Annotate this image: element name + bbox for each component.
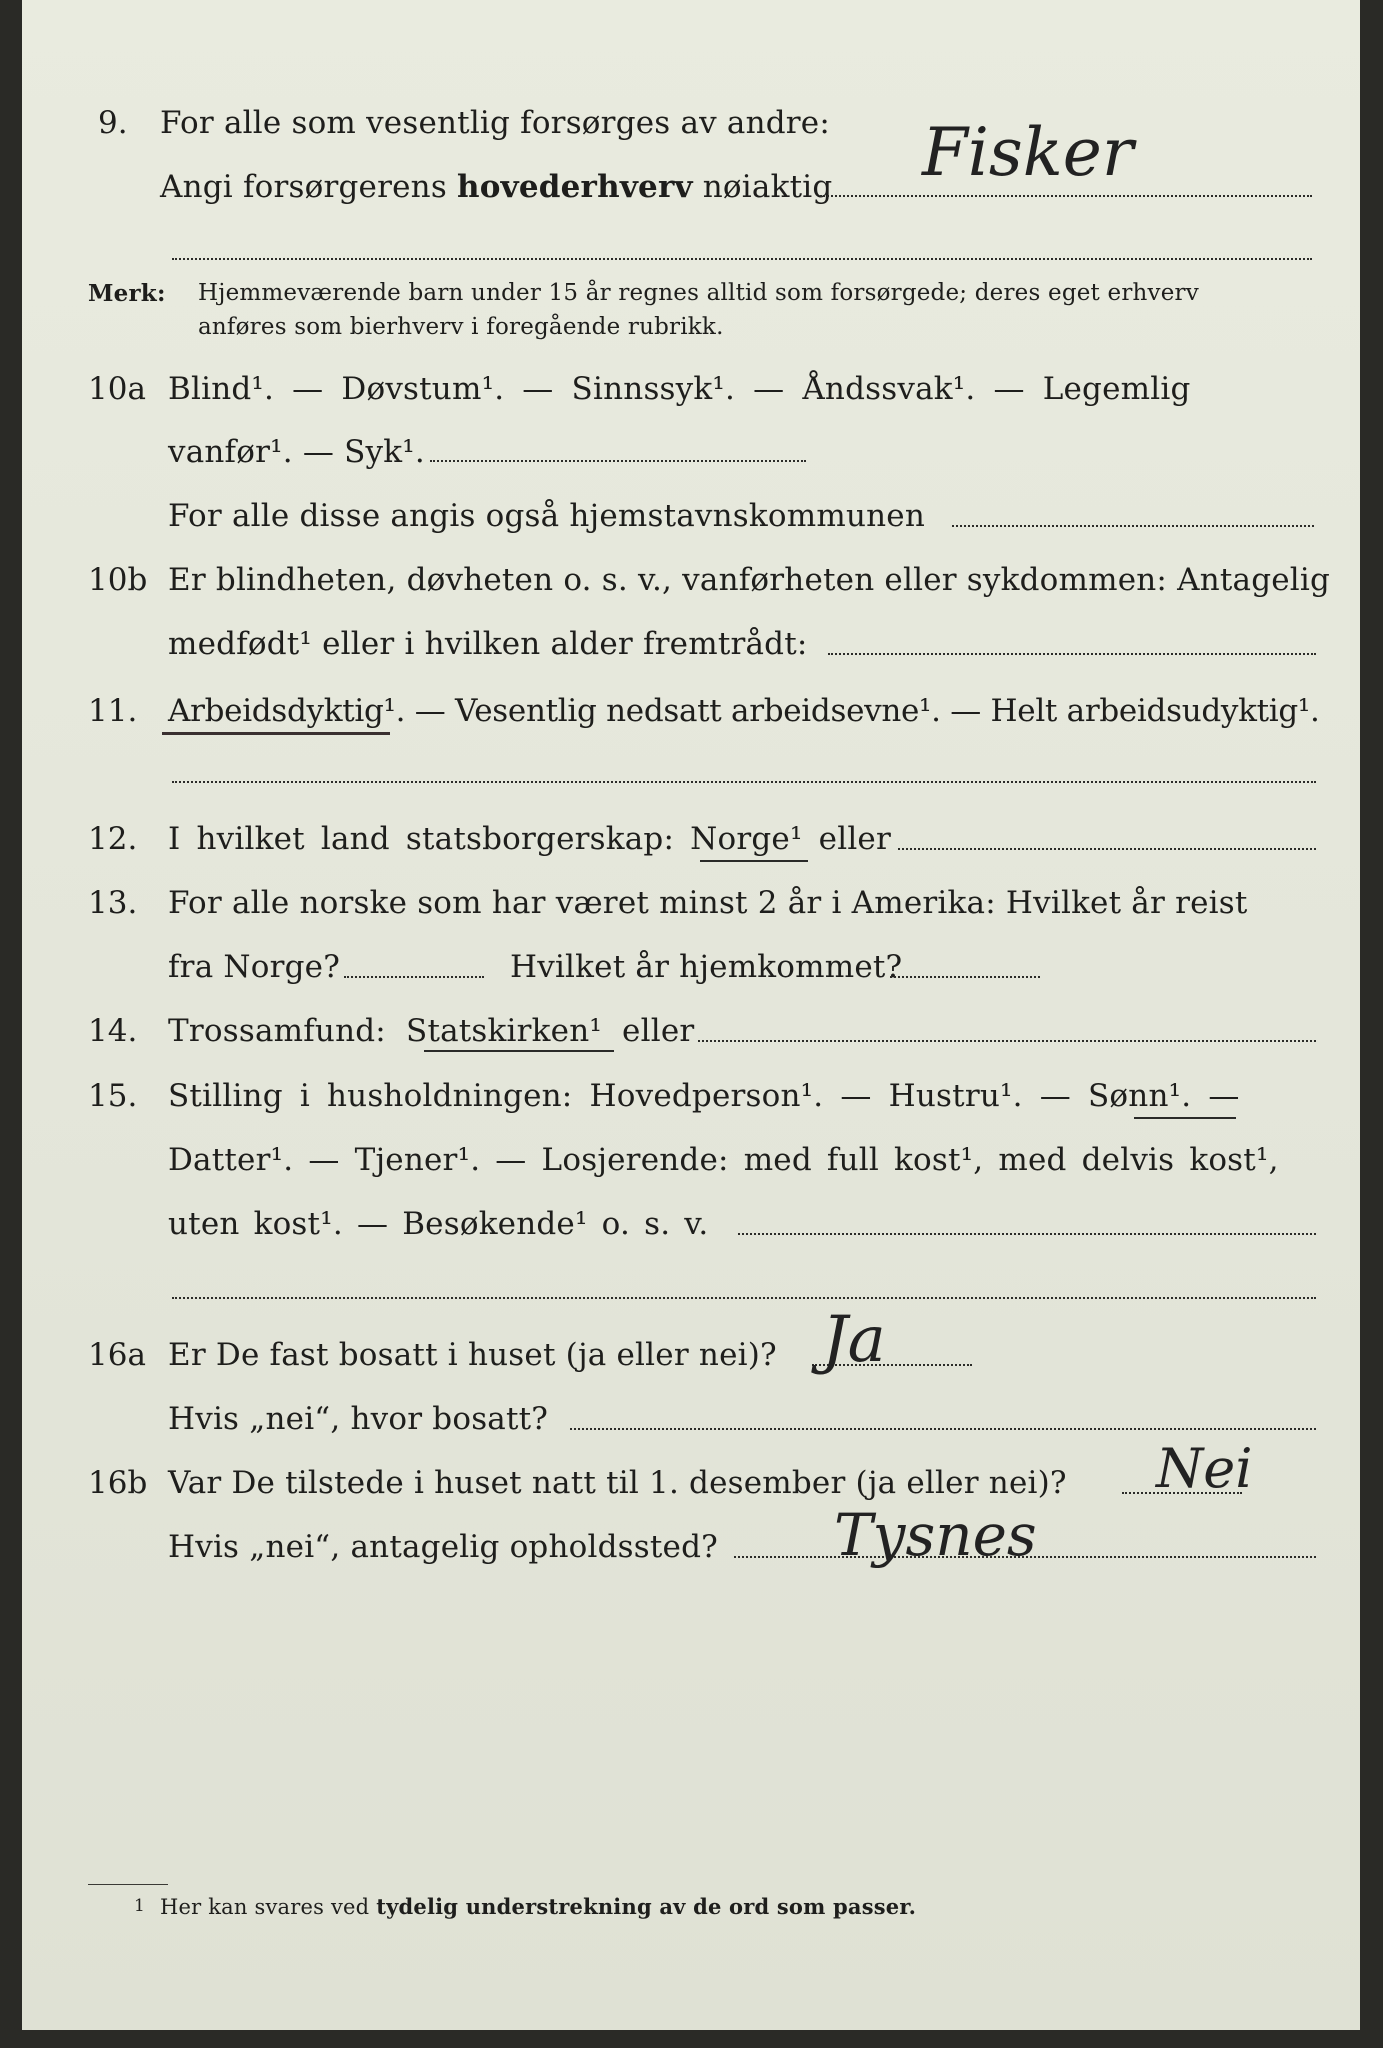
q10a-line3: For alle disse angis også hjemstavnskommunen: [168, 498, 925, 534]
q9-line1: For alle som vesentlig forsørges av andre:: [160, 105, 830, 141]
q9-extra-line: [172, 258, 1312, 260]
q13-number: 13.: [88, 885, 138, 921]
q14-handwritten-underline: [424, 1050, 614, 1052]
q9-answer-line: [820, 195, 1312, 197]
footnote-text: Her kan svares ved tydelig understrekning av de ord som passer.: [160, 1894, 917, 1919]
merk-label: Merk:: [88, 280, 166, 307]
q16a-line1: Er De fast bosatt i huset (ja eller nei)?: [168, 1337, 777, 1373]
footnote-mark: 1: [134, 1896, 146, 1916]
q10b-line2: medfødt¹ eller i hvilken alder fremtrådt:: [168, 626, 808, 662]
merk-line1: Hjemmeværende barn under 15 år regnes alltid som forsørgede; deres eget erhverv: [198, 280, 1199, 306]
q10a-home-line: [952, 525, 1314, 527]
q16a-number: 16a: [88, 1337, 146, 1373]
census-form-page: [22, 0, 1360, 2030]
q15-handwritten-underline: [1134, 1117, 1236, 1119]
q15-answer-line: [738, 1233, 1316, 1235]
q10a-sick-line: [430, 460, 806, 462]
q15-line2: Datter¹. — Tjener¹. — Losjerende: med full kost¹, med delvis kost¹,: [168, 1142, 1279, 1178]
q10b-number: 10b: [88, 562, 148, 598]
q16b-line2: Hvis „nei“, antagelig opholdssted?: [168, 1529, 718, 1565]
q10a-number: 10a: [88, 371, 146, 407]
q15-line3: uten kost¹. — Besøkende¹ o. s. v.: [168, 1206, 709, 1242]
q13-line1: For alle norske som har været minst 2 år i Amerika: Hvilket år reist: [168, 885, 1248, 921]
q10b-answer-line: [828, 653, 1316, 655]
merk-line2: anføres som bierhverv i foregående rubrikk.: [198, 314, 724, 340]
q11-extra-line: [172, 781, 1316, 783]
footnote-rule: [88, 1884, 168, 1885]
q15-extra-line: [172, 1297, 1316, 1299]
q16a-where-line: [570, 1428, 1316, 1430]
q9-number: 9.: [98, 105, 128, 141]
q13-line2b: Hvilket år hjemkommet?: [510, 949, 903, 985]
q10a-line1: Blind¹. — Døvstum¹. — Sinnssyk¹. — Åndssvak¹. — Legemlig: [168, 371, 1191, 407]
q11-number: 11.: [88, 693, 138, 729]
q13-left-line: [344, 976, 484, 978]
q16a-handwritten-answer: Ja: [822, 1303, 886, 1377]
q13-line2a: fra Norge?: [168, 949, 341, 985]
q12-number: 12.: [88, 821, 138, 857]
q16a-line2: Hvis „nei“, hvor bosatt?: [168, 1401, 549, 1437]
q10a-line2: vanfør¹. — Syk¹.: [168, 434, 425, 470]
q16b-handwritten-answer1: Nei: [1156, 1437, 1253, 1500]
q9-handwritten-answer: Fisker: [922, 114, 1134, 191]
q11-handwritten-underline: [162, 732, 390, 735]
q12-answer-line: [898, 848, 1316, 850]
q11-line1: Arbeidsdyktig¹. — Vesentlig nedsatt arbeidsevne¹. — Helt arbeidsudyktig¹.: [168, 693, 1320, 729]
q14-number: 14.: [88, 1013, 138, 1049]
q16b-handwritten-answer2: Tysnes: [834, 1501, 1037, 1569]
q15-number: 15.: [88, 1078, 138, 1114]
q9-line2: Angi forsørgerens hovederhverv nøiaktig: [160, 169, 833, 205]
q16b-line1: Var De tilstede i huset natt til 1. desember (ja eller nei)?: [168, 1465, 1067, 1501]
q10b-line1: Er blindheten, døvheten o. s. v., vanførheten eller sykdommen: Antagelig: [168, 562, 1331, 598]
q13-return-line: [890, 976, 1040, 978]
q12-handwritten-underline: [700, 860, 808, 862]
q14-answer-line: [698, 1040, 1316, 1042]
q14-line1: Trossamfund: Statskirken¹ eller: [168, 1013, 695, 1049]
q15-line1: Stilling i husholdningen: Hovedperson¹. — Hustru¹. — Sønn¹. —: [168, 1078, 1240, 1114]
q12-line1: I hvilket land statsborgerskap: Norge¹ eller: [168, 821, 891, 857]
q16b-number: 16b: [88, 1465, 148, 1501]
